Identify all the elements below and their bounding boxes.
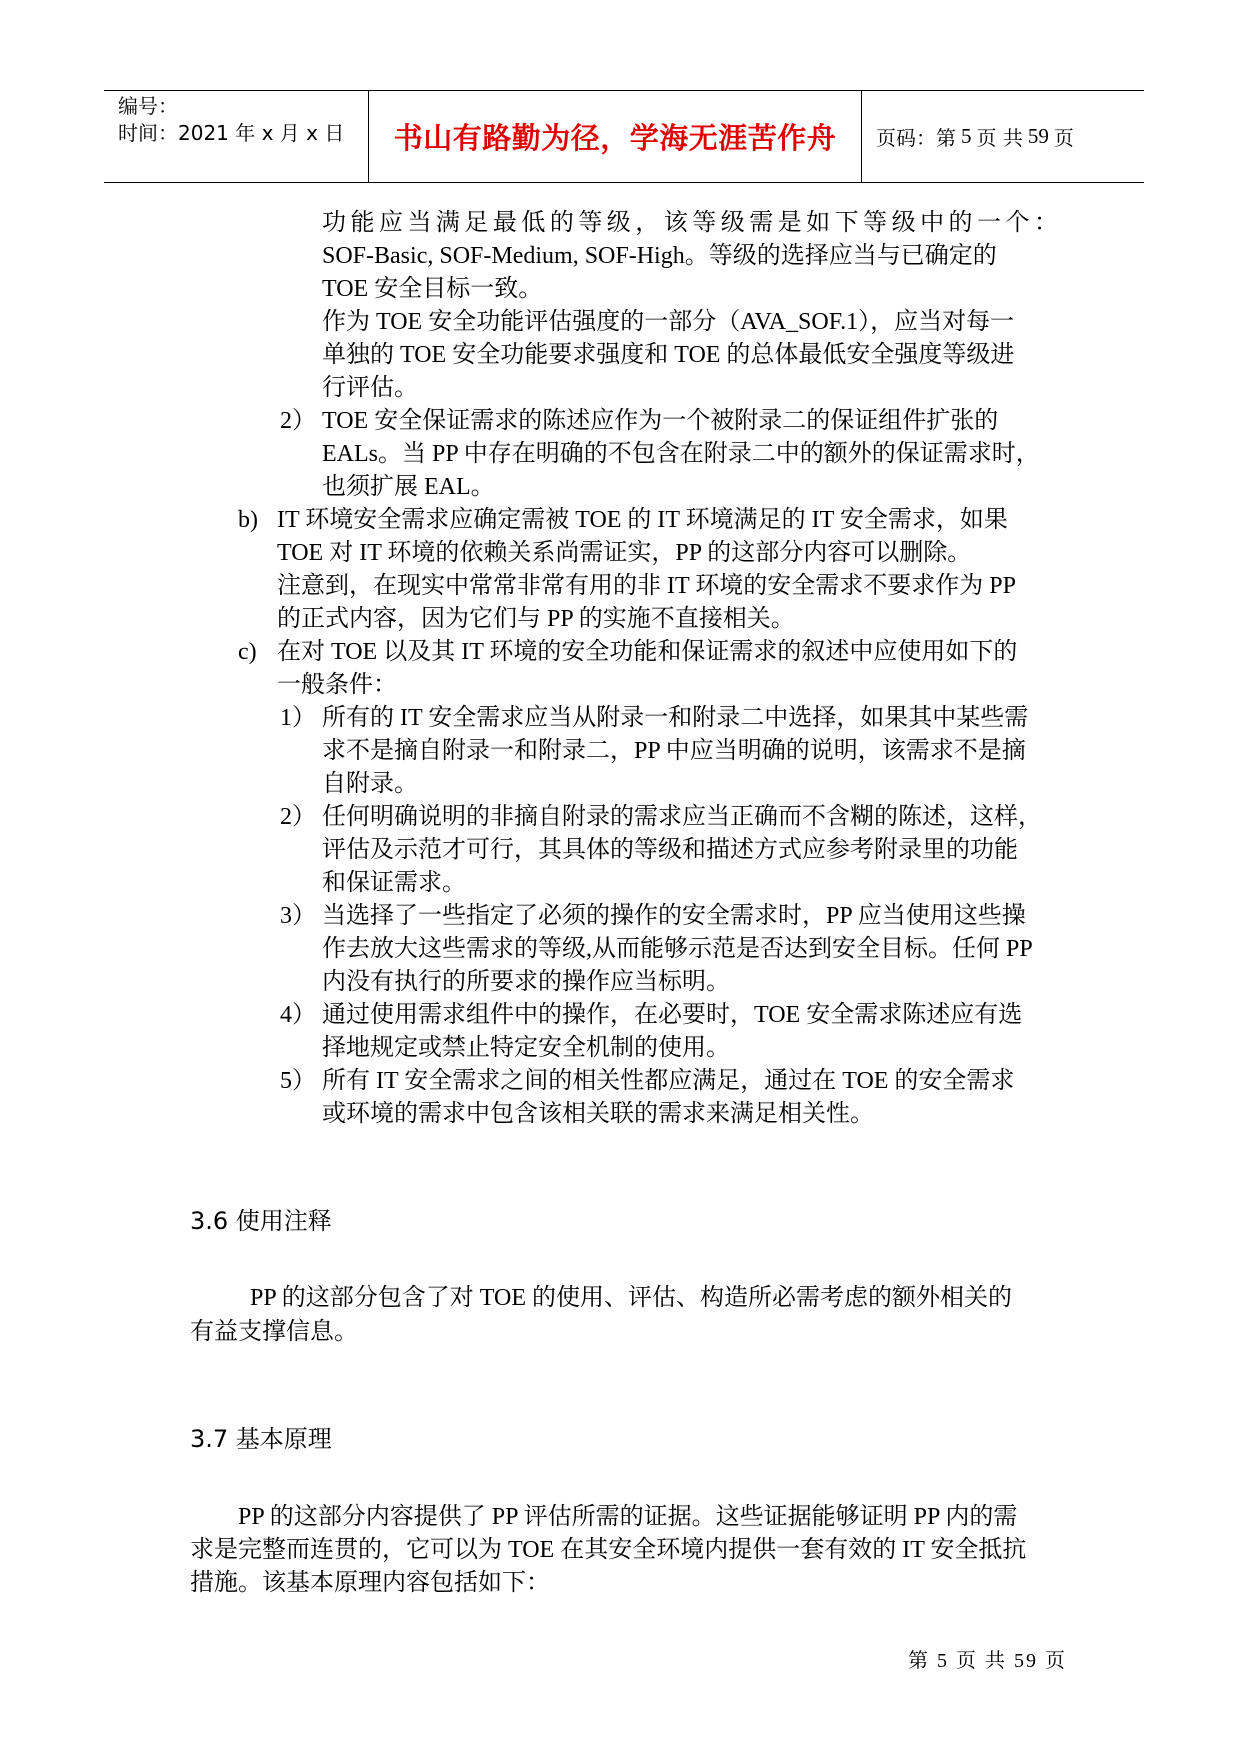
sublist-marker: 3） bbox=[280, 903, 316, 929]
page-footer: 第 5 页 共 59 页 bbox=[908, 1650, 1067, 1672]
body-line: SOF-Basic, SOF-Medium, SOF-High。等级的选择应当与已确定的 bbox=[322, 243, 997, 269]
page-suffix: 页 bbox=[1053, 126, 1074, 150]
section-body-line: 有益支撑信息。 bbox=[190, 1319, 358, 1345]
body-line: 单独的 TOE 安全功能要求强度和 TOE 的总体最低安全强度等级进 bbox=[322, 342, 1015, 368]
list-item-line: 一般条件： bbox=[277, 672, 397, 698]
list-marker: c) bbox=[238, 639, 257, 665]
sublist-marker: 5） bbox=[280, 1068, 316, 1094]
sublist-line: 所有 IT 安全需求之间的相关性都应满足，通过在 TOE 的安全需求 bbox=[322, 1068, 1015, 1094]
page-prefix: 页码：第 bbox=[876, 126, 956, 150]
sublist-line: 通过使用需求组件中的操作，在必要时，TOE 安全需求陈述应有选 bbox=[322, 1002, 1023, 1028]
note-line: 注意到，在现实中常常非常有用的非 IT 环境的安全需求不要求作为 PP bbox=[277, 573, 1016, 599]
sublist-line: 当选择了一些指定了必须的操作的安全需求时，PP 应当使用这些操 bbox=[322, 903, 1026, 929]
list-item-line: TOE 对 IT 环境的依赖关系尚需证实，PP 的这部分内容可以删除。 bbox=[277, 540, 972, 566]
sublist-line: 作去放大这些需求的等级,从而能够示范是否达到安全目标。任何 PP bbox=[322, 936, 1033, 962]
body-line: TOE 安全目标一致。 bbox=[322, 276, 543, 302]
sublist-line: 所有的 IT 安全需求应当从附录一和附录二中选择，如果其中某些需 bbox=[322, 705, 1029, 731]
body-line: 作为 TOE 安全功能评估强度的一部分（AVA_SOF.1），应当对每一 bbox=[322, 309, 1015, 335]
header-meta bbox=[104, 91, 369, 182]
page-current: 5 bbox=[961, 124, 972, 148]
page-total: 59 bbox=[1027, 124, 1049, 148]
page-header bbox=[104, 90, 1144, 183]
list-item-line: EALs。当 PP 中存在明确的不包含在附录二中的额外的保证需求时， bbox=[322, 441, 1040, 467]
sublist-line: 和保证需求。 bbox=[322, 870, 466, 896]
section-heading-3-7: 3.7 基本原理 bbox=[190, 1425, 332, 1453]
sublist-line: 内没有执行的所要求的操作应当标明。 bbox=[322, 969, 730, 995]
section-heading-3-6: 3.6 使用注释 bbox=[190, 1207, 332, 1235]
sublist-marker: 4） bbox=[280, 1002, 316, 1028]
section-body-line: PP 的这部分内容提供了 PP 评估所需的证据。这些证据能够证明 PP 内的需 bbox=[238, 1504, 1018, 1530]
document-number-label: 编号： bbox=[118, 94, 178, 118]
header-page-info bbox=[862, 91, 1144, 182]
sublist-line: 任何明确说明的非摘自附录的需求应当正确而不含糊的陈述，这样， bbox=[322, 804, 1042, 830]
sublist-line: 择地规定或禁止特定安全机制的使用。 bbox=[322, 1035, 730, 1061]
sublist-line: 评估及示范才可行，其具体的等级和描述方式应参考附录里的功能 bbox=[322, 837, 1018, 863]
section-body-line: PP 的这部分包含了对 TOE 的使用、评估、构造所必需考虑的额外相关的 bbox=[250, 1285, 1013, 1311]
document-time: 时间：2021 年 x 月 x 日 bbox=[118, 121, 345, 145]
list-marker: 2） bbox=[280, 408, 316, 434]
body-line: 功能应当满足最低的等级，该等级需是如下等级中的一个： bbox=[322, 210, 1058, 236]
list-item-line: IT 环境安全需求应确定需被 TOE 的 IT 环境满足的 IT 安全需求，如果 bbox=[277, 507, 1008, 533]
list-item-line: TOE 安全保证需求的陈述应作为一个被附录二的保证组件扩张的 bbox=[322, 408, 999, 434]
sublist-line: 或环境的需求中包含该相关联的需求来满足相关性。 bbox=[322, 1101, 874, 1127]
sublist-line: 自附录。 bbox=[322, 771, 418, 797]
header-motto: 书山有路勤为径，学海无涯苦作舟 bbox=[369, 91, 862, 182]
page-mid: 页 共 bbox=[976, 126, 1023, 150]
sublist-marker: 2） bbox=[280, 804, 316, 830]
list-marker: b) bbox=[238, 507, 258, 533]
body-line: 行评估。 bbox=[322, 375, 418, 401]
section-body-line: 求是完整而连贯的，它可以为 TOE 在其安全环境内提供一套有效的 IT 安全抵抗 bbox=[190, 1537, 1027, 1563]
list-item-line: 也须扩展 EAL。 bbox=[322, 474, 495, 500]
section-body-line: 措施。该基本原理内容包括如下： bbox=[190, 1570, 550, 1596]
sublist-marker: 1） bbox=[280, 705, 316, 731]
sublist-line: 求不是摘自附录一和附录二，PP 中应当明确的说明，该需求不是摘 bbox=[322, 738, 1026, 764]
note-line: 的正式内容，因为它们与 PP 的实施不直接相关。 bbox=[277, 606, 795, 632]
list-item-line: 在对 TOE 以及其 IT 环境的安全功能和保证需求的叙述中应使用如下的 bbox=[277, 639, 1018, 665]
